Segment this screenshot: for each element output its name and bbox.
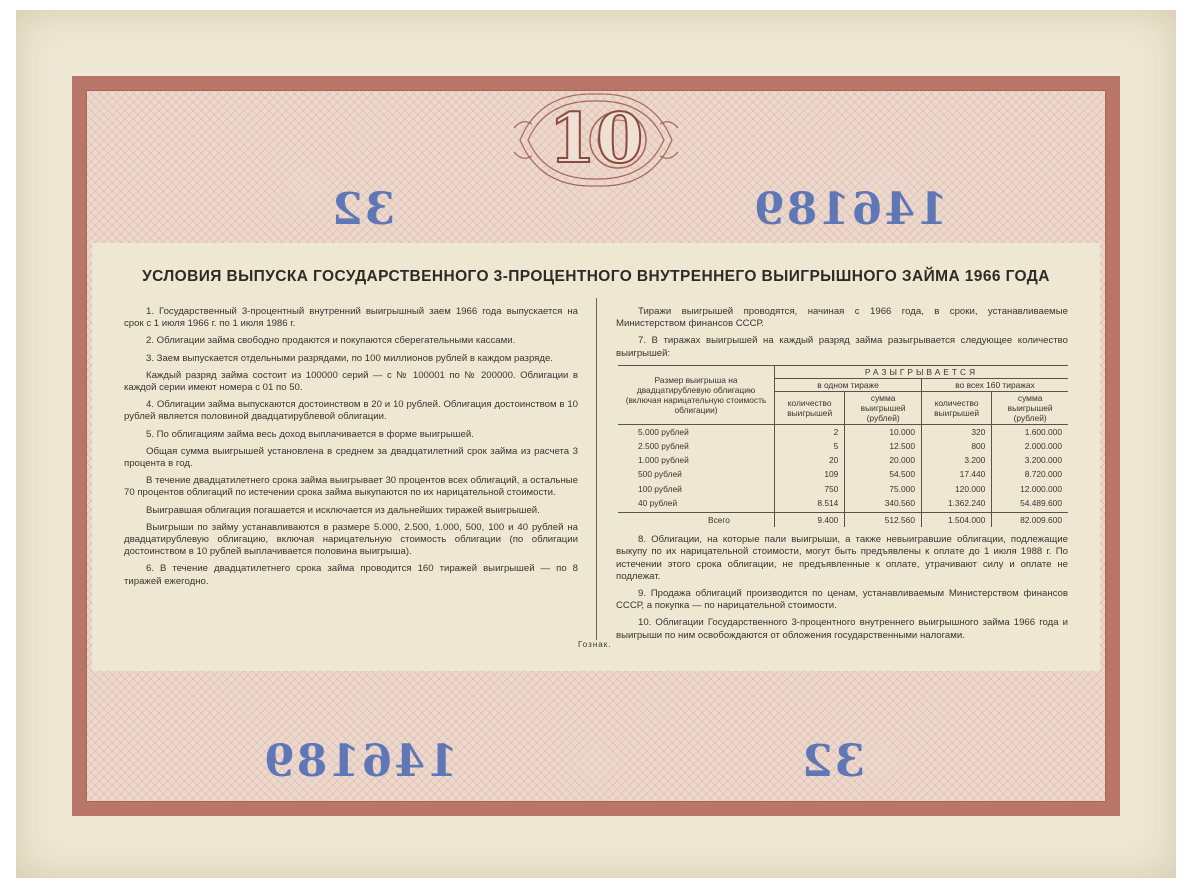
- table-header-group: РАЗЫГРЫВАЕТСЯ: [775, 365, 1069, 378]
- table-cell: 40 рублей: [638, 497, 678, 508]
- table-header-all-draws: во всех 160 тиражах: [921, 378, 1068, 391]
- table-row: [618, 424, 1068, 439]
- table-cell: 5: [775, 439, 845, 453]
- paragraph: 1. Государственный 3-процентный внутренний выигрышный заем 1966 года выпускается на срок с 1 июля 1966 г. по 1 июля 1986 г.: [124, 306, 578, 330]
- table-cell: 9.400: [775, 513, 845, 528]
- denomination-emblem: [510, 88, 682, 192]
- table-cell: 3.200.000: [992, 453, 1068, 467]
- table-cell: 1.504.000: [921, 513, 991, 528]
- paragraph: 8. Облигации, на которые пали выигрыши, а также невыигравшие облигации, подлежащие выкупу по их нарицательной стоимости, могут быть предъявлены к оплате до 1 июля 1988 г. По истечении этого срока облигации, не предъявленные к оплате, утрачивают силу и оплате не подлежат.: [616, 534, 1068, 582]
- paragraph: 5. По облигациям займа весь доход выплачивается в форме выигрышей.: [146, 428, 474, 440]
- emblem-value: 10: [548, 99, 644, 179]
- table-cell: 20.000: [845, 453, 922, 467]
- table-cell: 20: [775, 453, 845, 467]
- bond-number-top: 146189: [752, 184, 948, 235]
- table-row: [618, 439, 1068, 453]
- table-cell: 109: [775, 467, 845, 481]
- table-cell: 8.514: [775, 496, 845, 513]
- series-number-top: 32: [330, 184, 396, 235]
- paragraph: В течение двадцатилетнего срока займа выигрывает 30 процентов всех облигаций, а остальные 70 процентов облигаций по истечении срока займа выкупаются по их нарицательной стоимости.: [124, 475, 578, 499]
- table-cell: 54.489.600: [992, 496, 1068, 513]
- printer-mark: Гознак.: [578, 640, 612, 649]
- left-column: [124, 306, 578, 593]
- paragraph: 3. Заем выпускается отдельными разрядами, по 100 миллионов рублей в каждом разряде.: [146, 352, 553, 364]
- paragraph: 4. Облигации займа выпускаются достоинством в 20 и 10 рублей. Облигация достоинством в 10 рублей является половиной двадцатирублевой облигации.: [124, 399, 578, 423]
- table-header-count: количество выигрышей: [921, 391, 991, 424]
- table-row: [618, 496, 1068, 513]
- table-cell: 75.000: [845, 482, 922, 496]
- table-cell: 12.000.000: [992, 482, 1068, 496]
- total-label: Всего: [618, 513, 775, 528]
- paragraph: Выигрыши по займу устанавливаются в размере 5.000, 2.500, 1.000, 500, 100 и 40 рублей на двадцатирублевую облигацию, включая нарицательную стоимость облигации (по облигации достоинством в 10 рублей выплачивается половина выигрыша).: [124, 521, 578, 558]
- table-cell: 800: [921, 439, 991, 453]
- table-header-sum: сумма выигрышей (рублей): [992, 391, 1068, 424]
- table-cell: 12.500: [845, 439, 922, 453]
- table-cell: 82.009.600: [992, 513, 1068, 528]
- table-total-row: [618, 513, 1068, 528]
- table-cell: 512.560: [845, 513, 922, 528]
- bond-number-bottom: 146189: [262, 736, 458, 787]
- paragraph: Тиражи выигрышей проводятся, начиная с 1966 года, в сроки, устанавливаемые Министерством финансов СССР.: [616, 306, 1068, 330]
- table-cell: 1.600.000: [992, 424, 1068, 439]
- table-header-count: количество выигрышей: [775, 391, 845, 424]
- paragraph: Каждый разряд займа состоит из 100000 серий — с № 100001 по № 200000. Облигации в каждой серии имеют номера с 01 по 50.: [124, 369, 578, 394]
- paragraph: 2. Облигации займа свободно продаются и покупаются сберегательными кассами.: [146, 335, 516, 347]
- table-cell: 750: [775, 482, 845, 496]
- paragraph: 6. В течение двадцатилетнего срока займа проводится 160 тиражей выигрышей — по 8 тиражей ежегодно.: [124, 563, 578, 587]
- table-cell: 120.000: [921, 482, 991, 496]
- table-cell: 2.500 рублей: [638, 441, 689, 452]
- table-cell: 8.720.000: [992, 467, 1068, 481]
- table-cell: 500 рублей: [638, 469, 682, 480]
- conditions-title: УСЛОВИЯ ВЫПУСКА ГОСУДАРСТВЕННОГО 3-ПРОЦЕНТНОГО ВНУТРЕННЕГО ВЫИГРЫШНОГО ЗАЙМА 1966 ГОДА: [142, 268, 1050, 285]
- table-cell: 320: [921, 424, 991, 439]
- table-cell: 1.362.240: [921, 496, 991, 513]
- table-cell: 5.000 рублей: [638, 426, 689, 437]
- table-cell: 2: [775, 424, 845, 439]
- right-column: [616, 306, 1068, 647]
- table-cell: 340.560: [845, 496, 922, 513]
- column-divider: [596, 298, 597, 640]
- paragraph: Общая сумма выигрышей установлена в среднем за двадцатилетний срок займа из расчета 3 процента в год.: [124, 445, 578, 470]
- paragraph: Выигравшая облигация погашается и исключается из дальнейших тиражей выигрышей.: [146, 504, 540, 516]
- prize-table: [618, 365, 1068, 527]
- table-row: [618, 467, 1068, 481]
- table-cell: 17.440: [921, 467, 991, 481]
- paragraph: 10. Облигации Государственного 3-процентного внутреннего выигрышного займа 1966 года и выигрыши по ним освобождаются от обложения государственными налогами.: [616, 617, 1068, 641]
- table-cell: 10.000: [845, 424, 922, 439]
- series-number-bottom: 32: [800, 736, 866, 787]
- table-header-sum: сумма выигрышей (рублей): [845, 391, 922, 424]
- table-row: [618, 482, 1068, 496]
- table-cell: 3.200: [921, 453, 991, 467]
- paragraph: 7. В тиражах выигрышей на каждый разряд займа разыгрывается следующее количество выигрышей:: [616, 335, 1068, 359]
- table-cell: 54.500: [845, 467, 922, 481]
- table-header-one-draw: в одном тираже: [775, 378, 922, 391]
- table-cell: 1.000 рублей: [638, 455, 689, 466]
- table-row: [618, 453, 1068, 467]
- table-cell: 2.000.000: [992, 439, 1068, 453]
- table-header-amount: Размер выигрыша на двадцатирублевую облигацию (включая нарицательную стоимость облигации): [618, 365, 775, 424]
- paragraph: 9. Продажа облигаций производится по ценам, устанавливаемым Министерством финансов СССР, а покупка — по нарицательной стоимости.: [616, 588, 1068, 612]
- table-cell: 100 рублей: [638, 483, 682, 494]
